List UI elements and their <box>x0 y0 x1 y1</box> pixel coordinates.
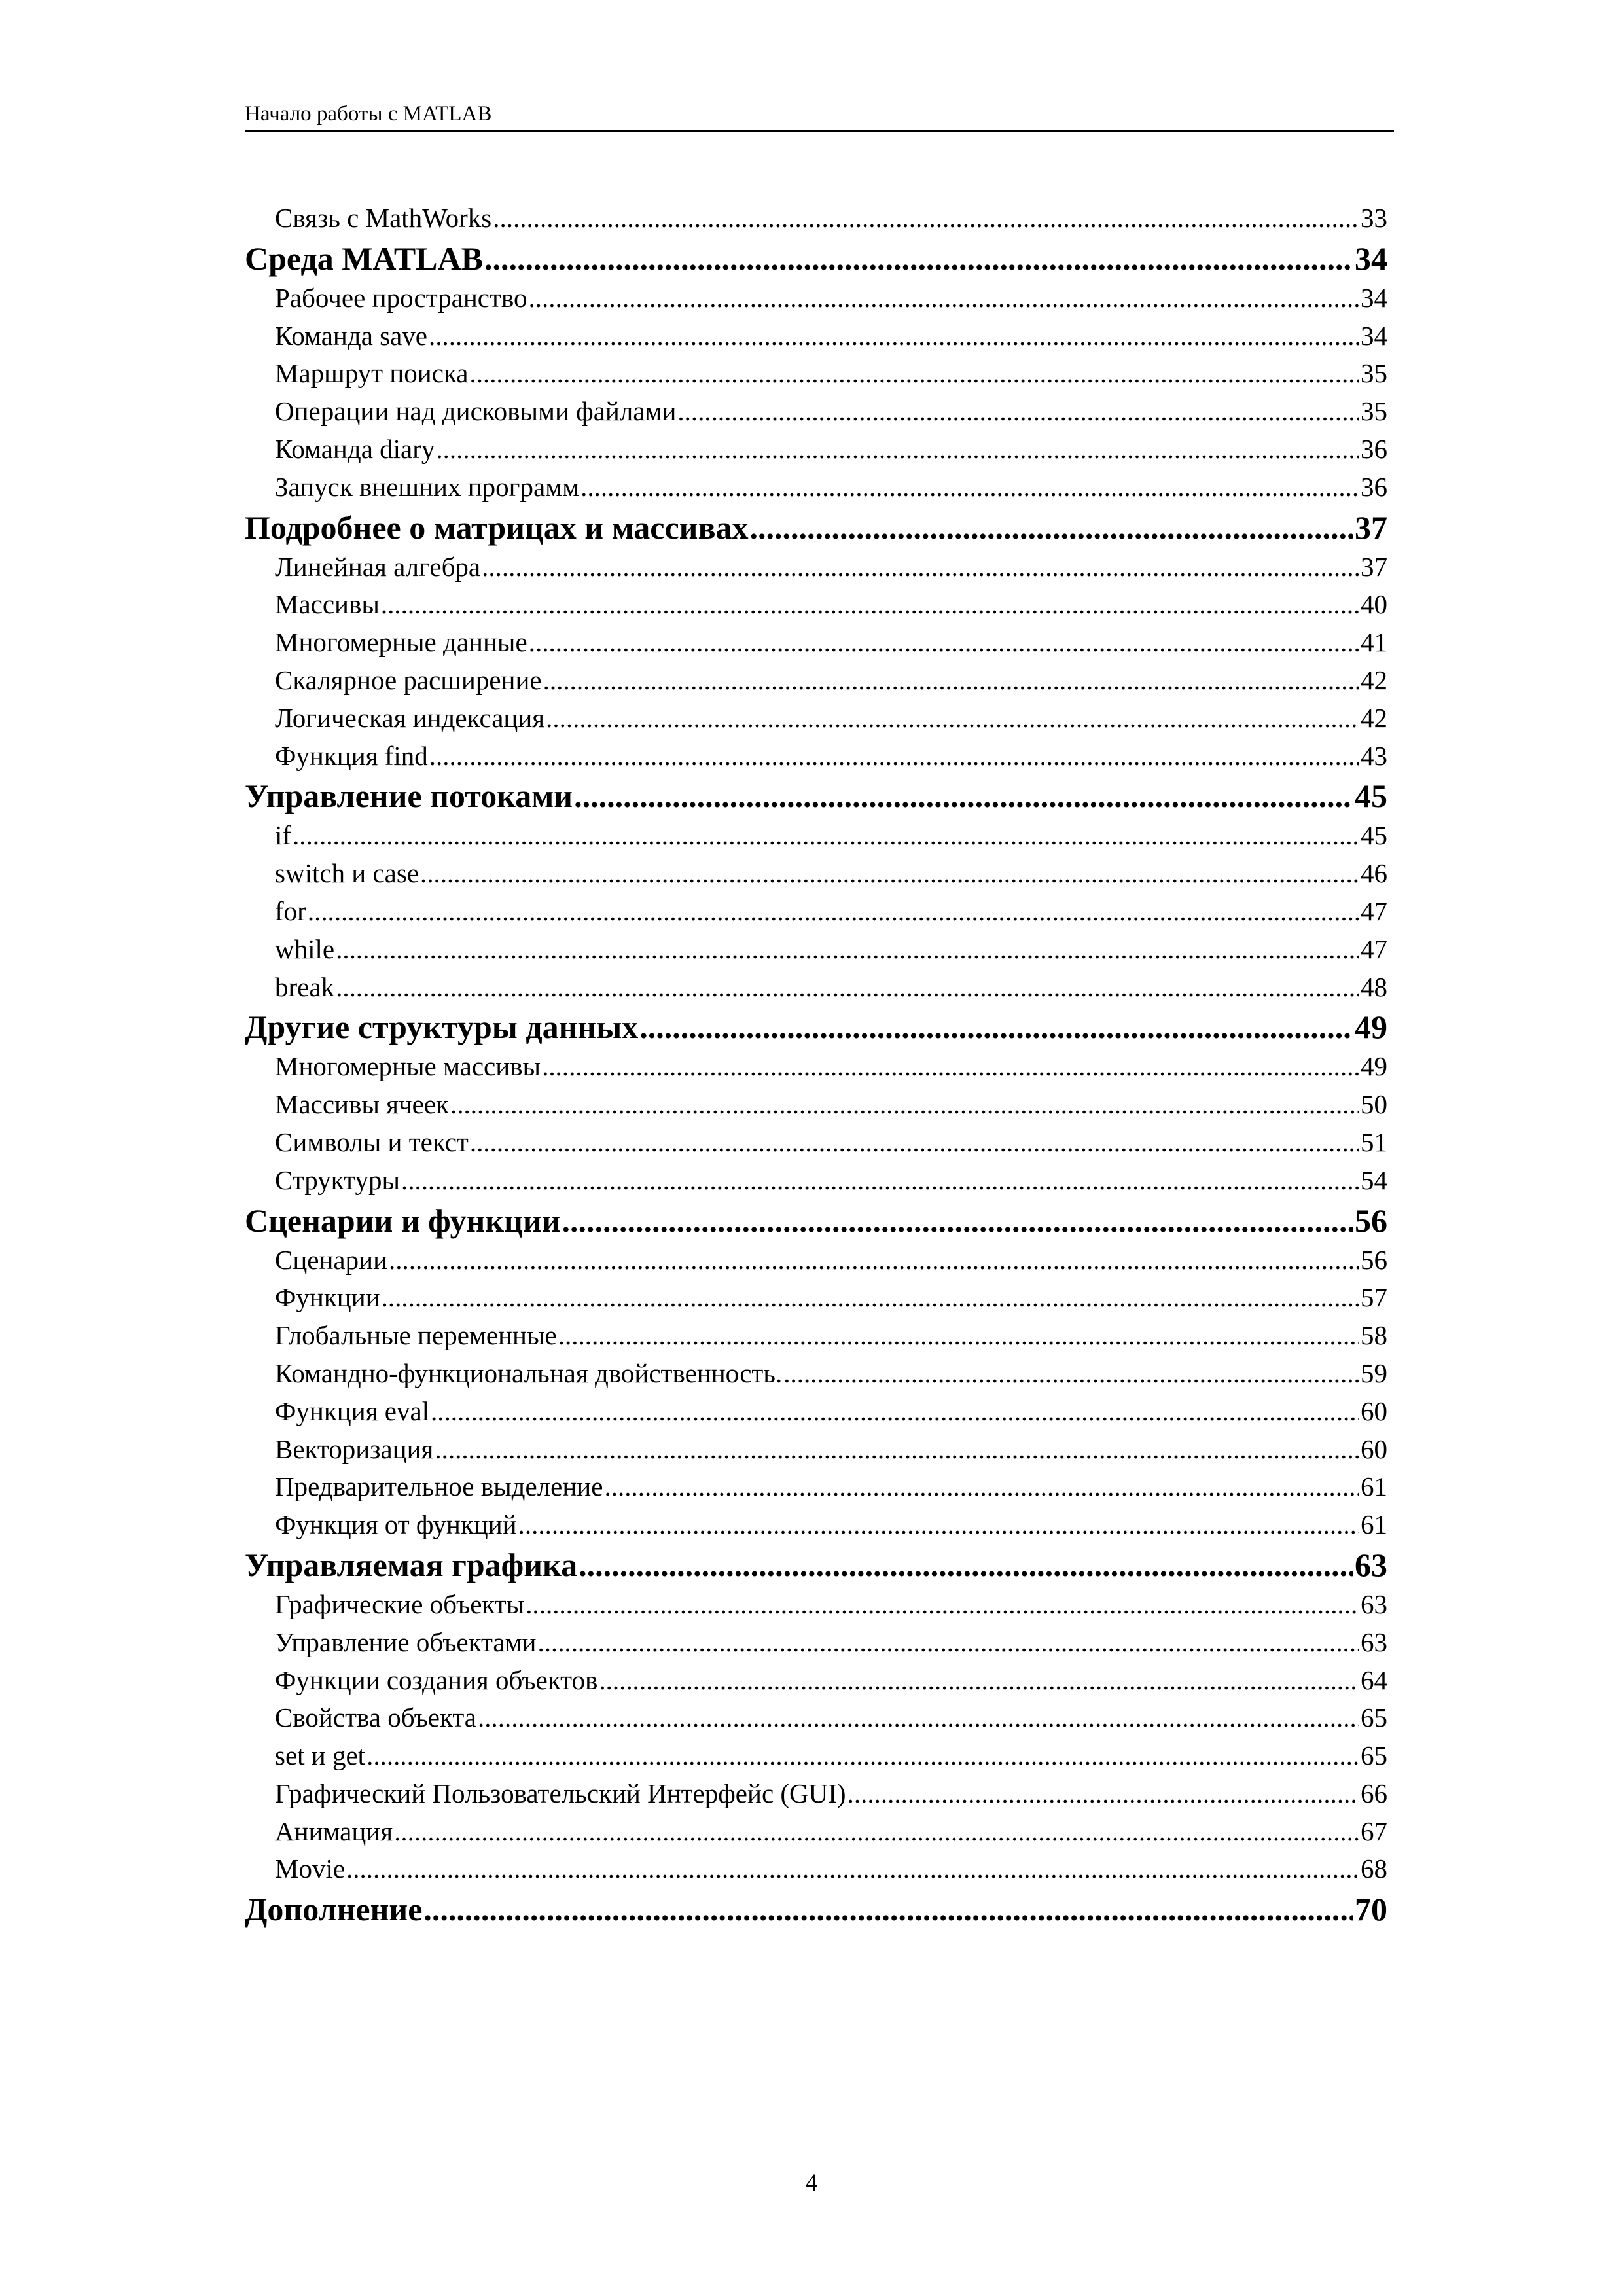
toc-entry-title: Сценарии <box>275 1244 388 1275</box>
toc-dot-leader <box>562 1200 1353 1242</box>
toc-entry-page: 37 <box>1355 509 1387 546</box>
toc-entry-title: Команда save <box>275 320 427 351</box>
toc-entry-page: 37 <box>1361 551 1387 582</box>
toc-subsection-entry <box>245 1468 1387 1506</box>
toc-dot-leader <box>542 1048 1359 1086</box>
toc-dot-leader <box>336 969 1359 1007</box>
toc-entry-title: Графические объекты <box>275 1588 525 1619</box>
toc-subsection-entry <box>245 1242 1387 1280</box>
toc-entry-page: 45 <box>1361 820 1387 851</box>
toc-entry-title: Массивы <box>275 589 380 620</box>
toc-entry-title: Командно-функциональная двойственность. <box>275 1357 783 1388</box>
toc-entry-title: Многомерные данные <box>275 627 527 658</box>
toc-dot-leader <box>366 1737 1359 1775</box>
toc-section-entry <box>245 1006 1387 1048</box>
toc-entry-page: 56 <box>1361 1244 1387 1275</box>
toc-entry-page: 65 <box>1361 1740 1387 1771</box>
toc-entry-page: 33 <box>1361 203 1387 233</box>
toc-dot-leader <box>599 1662 1359 1700</box>
toc-dot-leader <box>783 1355 1359 1393</box>
toc-subsection-entry <box>245 200 1387 238</box>
toc-entry-title: Запуск внешних программ <box>275 471 580 502</box>
toc-dot-leader <box>484 238 1353 279</box>
toc-entry-title: Скалярное расширение <box>275 664 542 695</box>
toc-entry-page: 63 <box>1361 1626 1387 1657</box>
toc-entry-title: Многомерные массивы <box>275 1051 541 1082</box>
toc-dot-leader <box>389 1242 1359 1280</box>
toc-entry-title: Векторизация <box>275 1433 434 1464</box>
toc-subsection-entry <box>245 1393 1387 1431</box>
toc-subsection-entry <box>245 1279 1387 1317</box>
toc-entry-title: break <box>275 971 335 1002</box>
toc-dot-leader <box>308 893 1359 931</box>
toc-entry-page: 42 <box>1361 664 1387 695</box>
toc-dot-leader <box>429 317 1359 355</box>
toc-dot-leader <box>382 1279 1359 1317</box>
toc-entry-title: Связь с MathWorks <box>275 203 492 233</box>
toc-dot-leader <box>543 662 1359 700</box>
toc-entry-page: 43 <box>1361 740 1387 771</box>
toc-subsection-entry <box>245 393 1387 431</box>
toc-entry-page: 60 <box>1361 1395 1387 1426</box>
toc-entry-page: 50 <box>1361 1089 1387 1120</box>
toc-subsection-entry <box>245 1431 1387 1469</box>
toc-dot-leader <box>528 279 1359 317</box>
toc-entry-page: 63 <box>1355 1546 1387 1583</box>
toc-entry-page: 47 <box>1361 933 1387 964</box>
toc-entry-page: 63 <box>1361 1588 1387 1619</box>
toc-dot-leader <box>450 1086 1359 1124</box>
toc-entry-page: 57 <box>1361 1282 1387 1313</box>
toc-entry-page: 40 <box>1361 589 1387 620</box>
toc-subsection-entry <box>245 1775 1387 1813</box>
toc-dot-leader <box>423 1888 1353 1930</box>
toc-entry-page: 45 <box>1355 778 1387 815</box>
toc-entry-title: for <box>275 895 306 926</box>
toc-subsection-entry <box>245 1586 1387 1624</box>
toc-subsection-entry <box>245 855 1387 893</box>
toc-entry-page: 36 <box>1361 433 1387 464</box>
toc-entry-page: 34 <box>1355 240 1387 277</box>
toc-entry-page: 68 <box>1361 1854 1387 1884</box>
toc-subsection-entry <box>245 1317 1387 1355</box>
toc-entry-page: 46 <box>1361 858 1387 889</box>
toc-dot-leader <box>847 1775 1359 1813</box>
toc-entry-title: Структуры <box>275 1164 400 1195</box>
toc-entry-title: Сценарии и функции <box>245 1202 561 1239</box>
toc-entry-page: 42 <box>1361 702 1387 733</box>
toc-entry-title: Графический Пользовательский Интерфейс (GUI) <box>275 1778 846 1808</box>
toc-dot-leader <box>538 1624 1360 1662</box>
toc-dot-leader <box>435 1431 1359 1469</box>
table-of-contents <box>245 200 1387 1930</box>
running-header-title: Начало работы с MATLAB <box>245 102 492 126</box>
toc-entry-title: Среда MATLAB <box>245 240 483 277</box>
toc-entry-title: Управление объектами <box>275 1626 537 1657</box>
toc-section-entry <box>245 507 1387 548</box>
toc-dot-leader <box>436 431 1359 469</box>
toc-subsection-entry <box>245 1506 1387 1544</box>
toc-dot-leader <box>558 1317 1359 1355</box>
toc-subsection-entry <box>245 1624 1387 1662</box>
toc-entry-page: 64 <box>1361 1664 1387 1695</box>
toc-entry-page: 49 <box>1355 1009 1387 1046</box>
toc-dot-leader <box>482 548 1359 586</box>
toc-subsection-entry <box>245 1850 1387 1888</box>
toc-entry-title: Массивы ячеек <box>275 1089 449 1120</box>
toc-subsection-entry <box>245 1162 1387 1200</box>
toc-subsection-entry <box>245 662 1387 700</box>
toc-entry-title: Команда diary <box>275 433 435 464</box>
toc-entry-page: 48 <box>1361 971 1387 1002</box>
toc-dot-leader <box>518 1506 1359 1544</box>
toc-entry-title: Movie <box>275 1854 346 1884</box>
toc-entry-title: Подробнее о матрицах и массивах <box>245 509 749 546</box>
toc-entry-page: 61 <box>1361 1471 1387 1502</box>
toc-entry-page: 70 <box>1355 1891 1387 1928</box>
toc-entry-page: 41 <box>1361 627 1387 658</box>
toc-subsection-entry <box>245 1124 1387 1162</box>
toc-entry-page: 61 <box>1361 1509 1387 1540</box>
toc-entry-title: Дополнение <box>245 1891 423 1928</box>
toc-subsection-entry <box>245 1355 1387 1393</box>
toc-dot-leader <box>293 817 1359 855</box>
toc-entry-title: Глобальные переменные <box>275 1320 557 1351</box>
toc-subsection-entry <box>245 431 1387 469</box>
toc-entry-title: Логическая индексация <box>275 702 545 733</box>
toc-subsection-entry <box>245 817 1387 855</box>
toc-entry-page: 49 <box>1361 1051 1387 1082</box>
toc-entry-page: 54 <box>1361 1164 1387 1195</box>
toc-dot-leader <box>381 586 1359 624</box>
toc-dot-leader <box>469 355 1359 393</box>
toc-subsection-entry <box>245 700 1387 738</box>
toc-subsection-entry <box>245 1737 1387 1775</box>
toc-subsection-entry <box>245 355 1387 393</box>
toc-entry-title: Анимация <box>275 1816 393 1846</box>
toc-section-entry <box>245 238 1387 279</box>
toc-dot-leader <box>574 775 1353 817</box>
toc-entry-title: Управление потоками <box>245 778 573 815</box>
toc-dot-leader <box>580 469 1359 507</box>
toc-dot-leader <box>526 1586 1359 1624</box>
toc-entry-title: set и get <box>275 1740 366 1771</box>
toc-entry-title: if <box>275 820 292 851</box>
toc-entry-title: Свойства объекта <box>275 1702 476 1733</box>
toc-dot-leader <box>394 1813 1359 1851</box>
toc-entry-title: Символы и текст <box>275 1126 469 1157</box>
toc-entry-page: 35 <box>1361 396 1387 427</box>
running-header <box>245 92 1394 132</box>
toc-entry-title: Линейная алгебра <box>275 551 481 582</box>
page-number: 4 <box>805 2170 818 2197</box>
toc-entry-page: 47 <box>1361 895 1387 926</box>
toc-dot-leader <box>749 507 1353 548</box>
toc-entry-page: 67 <box>1361 1816 1387 1846</box>
toc-subsection-entry <box>245 1048 1387 1086</box>
toc-entry-title: Предварительное выделение <box>275 1471 603 1502</box>
toc-entry-title: Функция от функций <box>275 1509 517 1540</box>
toc-dot-leader <box>639 1006 1353 1048</box>
toc-entry-page: 66 <box>1361 1778 1387 1808</box>
toc-dot-leader <box>677 393 1359 431</box>
toc-entry-title: Маршрут поиска <box>275 358 469 389</box>
toc-dot-leader <box>493 200 1359 238</box>
toc-entry-title: Управляемая графика <box>245 1546 578 1583</box>
toc-dot-leader <box>431 1393 1359 1431</box>
toc-entry-title: Другие структуры данных <box>245 1009 639 1046</box>
toc-section-entry <box>245 1888 1387 1930</box>
toc-dot-leader <box>346 1850 1359 1888</box>
toc-subsection-entry <box>245 1086 1387 1124</box>
toc-dot-leader <box>529 624 1359 662</box>
toc-dot-leader <box>546 700 1359 738</box>
toc-subsection-entry <box>245 1662 1387 1700</box>
toc-entry-title: Операции над дисковыми файлами <box>275 396 677 427</box>
toc-dot-leader <box>470 1124 1359 1162</box>
toc-entry-title: Рабочее пространство <box>275 282 527 313</box>
toc-entry-page: 35 <box>1361 358 1387 389</box>
toc-entry-title: Функция eval <box>275 1395 430 1426</box>
toc-dot-leader <box>604 1468 1359 1506</box>
toc-subsection-entry <box>245 279 1387 317</box>
toc-section-entry <box>245 775 1387 817</box>
toc-subsection-entry <box>245 931 1387 969</box>
toc-dot-leader <box>420 855 1359 893</box>
toc-subsection-entry <box>245 893 1387 931</box>
toc-dot-leader <box>336 931 1359 969</box>
toc-entry-title: switch и case <box>275 858 419 889</box>
toc-entry-page: 59 <box>1361 1357 1387 1388</box>
toc-subsection-entry <box>245 548 1387 586</box>
toc-entry-page: 36 <box>1361 471 1387 502</box>
toc-section-entry <box>245 1544 1387 1586</box>
toc-dot-leader <box>579 1544 1353 1586</box>
toc-entry-page: 51 <box>1361 1126 1387 1157</box>
toc-subsection-entry <box>245 586 1387 624</box>
toc-entry-page: 34 <box>1361 282 1387 313</box>
toc-entry-page: 56 <box>1355 1202 1387 1239</box>
toc-entry-page: 34 <box>1361 320 1387 351</box>
toc-subsection-entry <box>245 1699 1387 1737</box>
toc-entry-title: while <box>275 933 335 964</box>
toc-dot-leader <box>429 738 1359 776</box>
toc-subsection-entry <box>245 969 1387 1007</box>
toc-subsection-entry <box>245 738 1387 776</box>
toc-subsection-entry <box>245 317 1387 355</box>
toc-entry-title: Функции <box>275 1282 380 1313</box>
toc-subsection-entry <box>245 624 1387 662</box>
toc-entry-title: Функции создания объектов <box>275 1664 598 1695</box>
toc-subsection-entry <box>245 1813 1387 1851</box>
toc-dot-leader <box>478 1699 1359 1737</box>
toc-dot-leader <box>401 1162 1359 1200</box>
toc-section-entry <box>245 1200 1387 1242</box>
toc-entry-page: 58 <box>1361 1320 1387 1351</box>
toc-entry-title: Функция find <box>275 740 428 771</box>
toc-subsection-entry <box>245 469 1387 507</box>
toc-entry-page: 60 <box>1361 1433 1387 1464</box>
toc-entry-page: 65 <box>1361 1702 1387 1733</box>
